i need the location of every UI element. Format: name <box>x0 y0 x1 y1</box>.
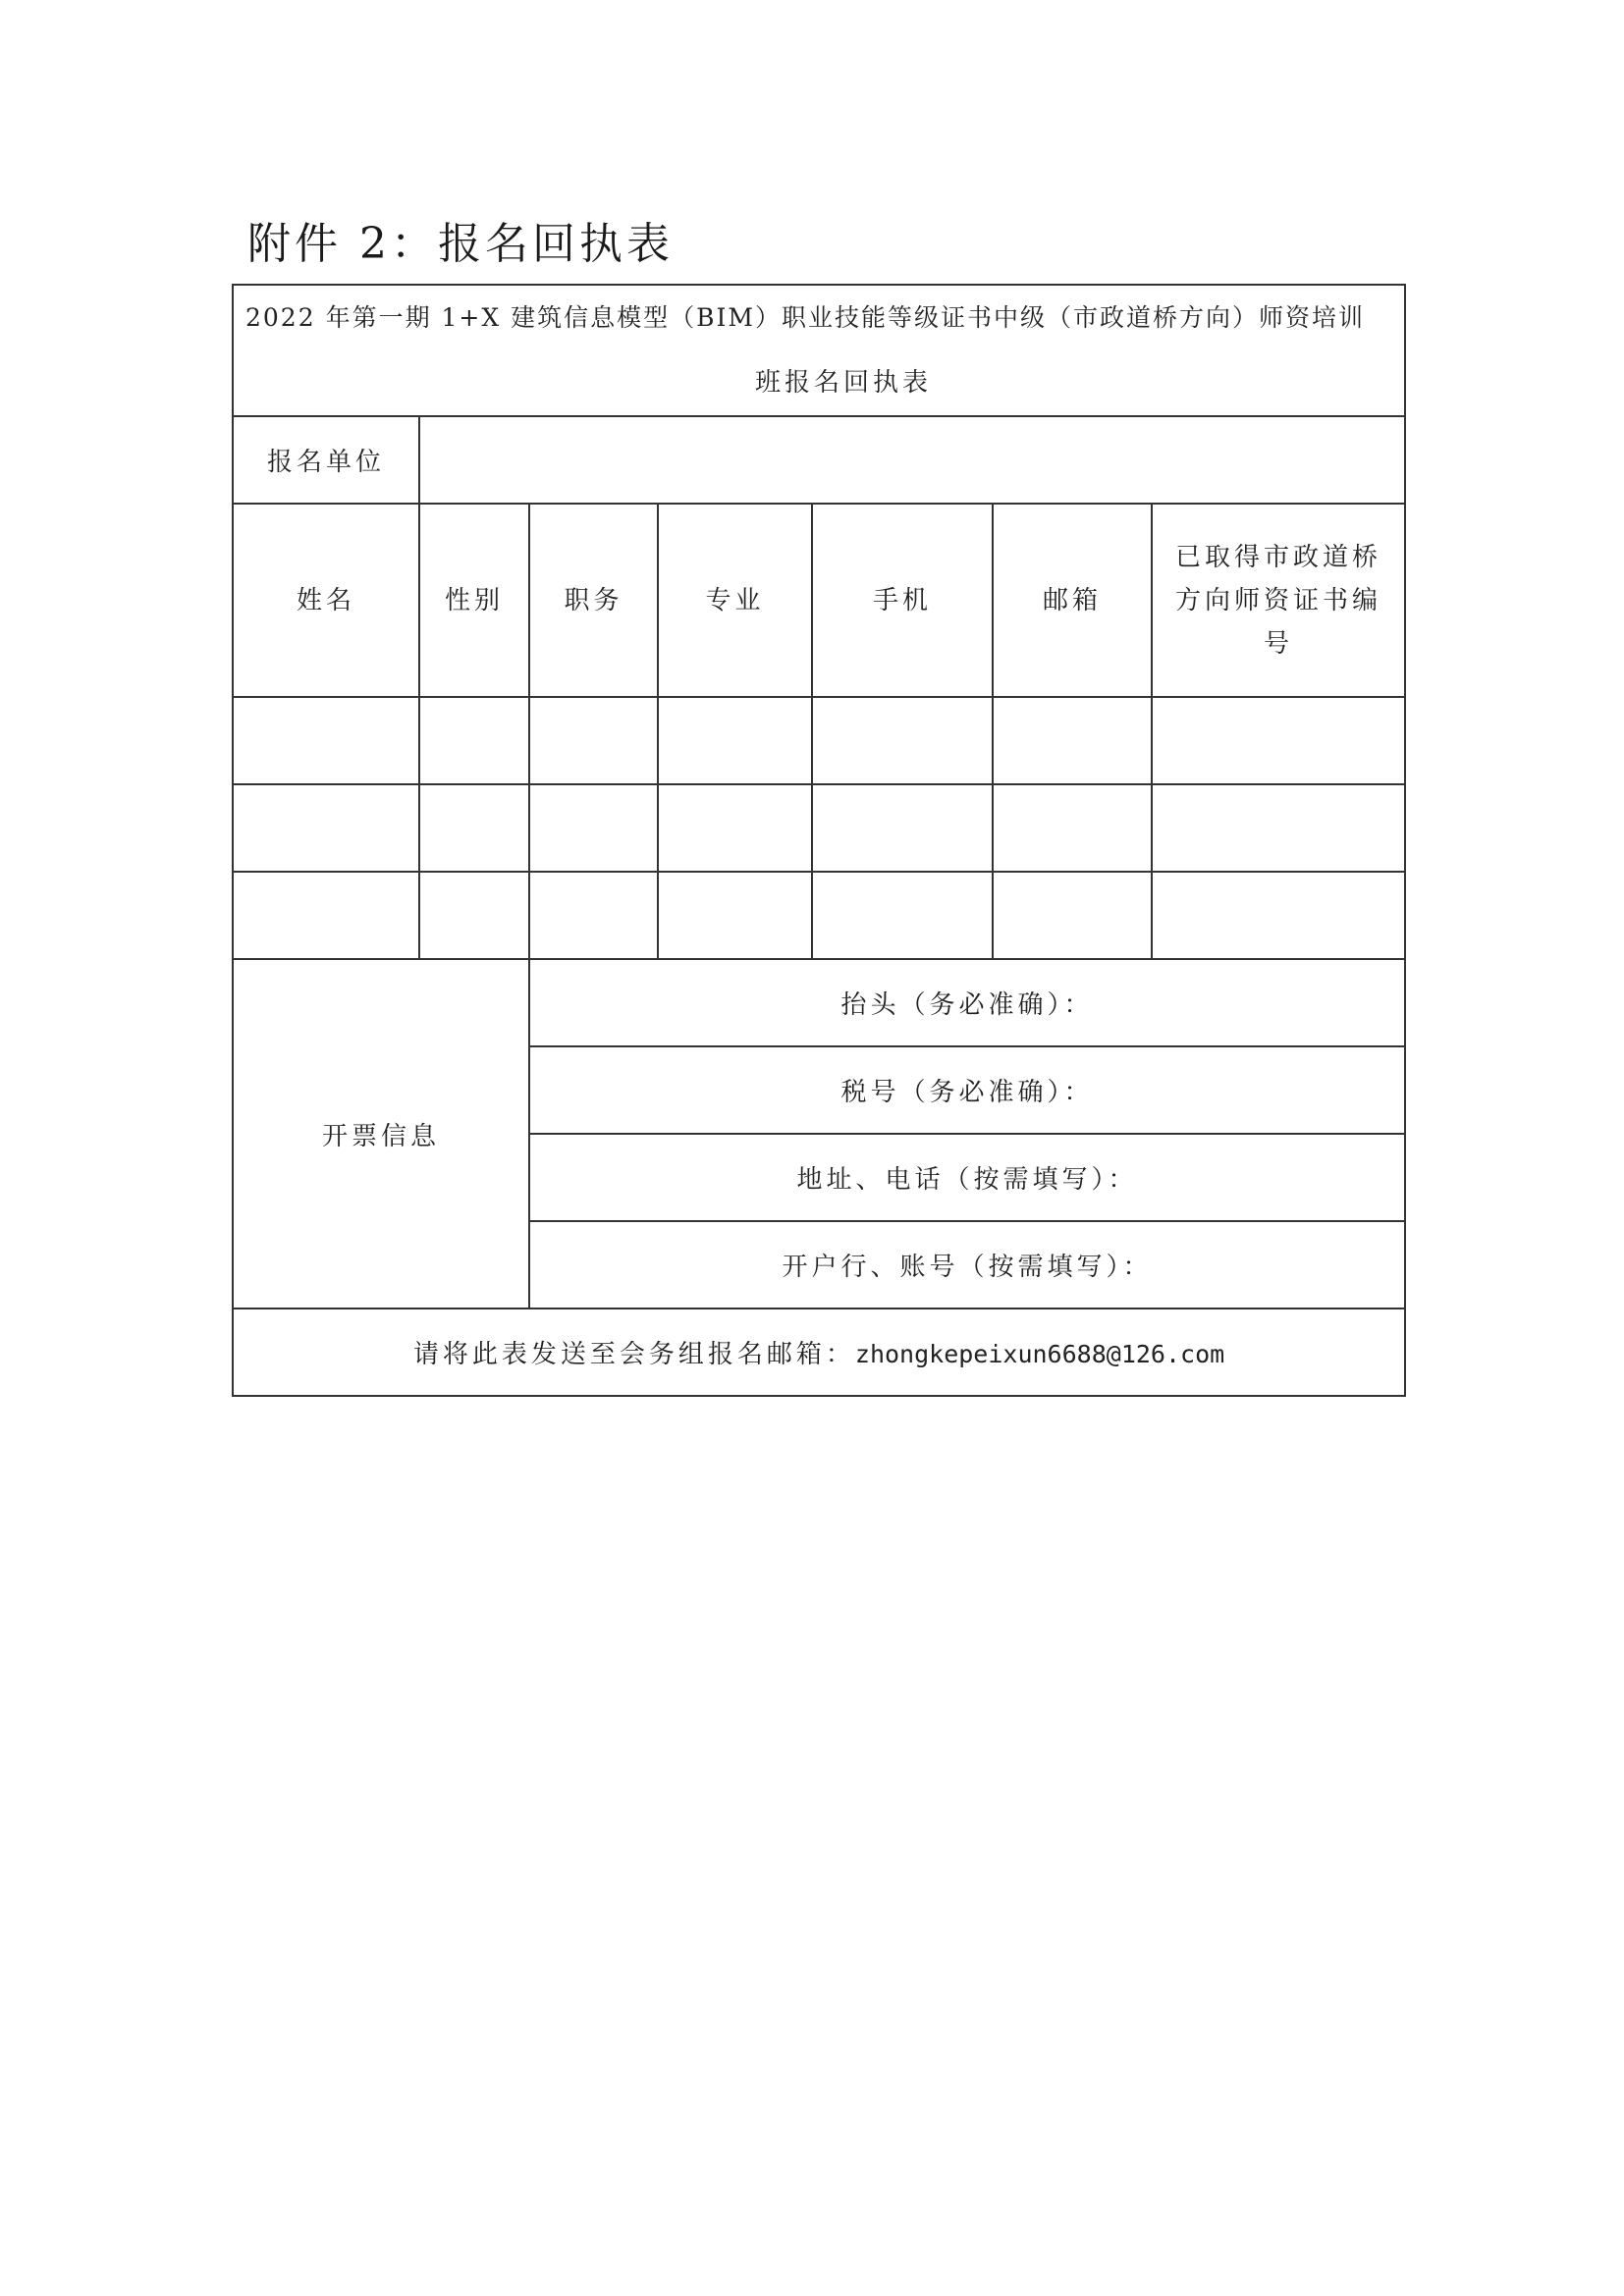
cell-major[interactable] <box>658 872 812 959</box>
cell-phone[interactable] <box>812 872 993 959</box>
unit-input[interactable] <box>419 416 1405 504</box>
cell-major[interactable] <box>658 697 812 784</box>
registration-form-table <box>232 284 1406 1397</box>
invoice-bank-account-field[interactable]: 开户行、账号（按需填写）： <box>529 1221 1405 1308</box>
cell-name[interactable] <box>233 697 419 784</box>
table-row <box>233 784 1405 872</box>
cell-email[interactable] <box>993 872 1152 959</box>
column-header-gender: 性别 <box>419 504 529 697</box>
column-header-major: 专业 <box>658 504 812 697</box>
form-title <box>233 285 1405 416</box>
column-header-certificate-number: 已取得市政道桥方向师资证书编号 <box>1152 504 1405 697</box>
table-row <box>233 697 1405 784</box>
cell-gender[interactable] <box>419 784 529 872</box>
cell-major[interactable] <box>658 784 812 872</box>
invoice-address-phone-field[interactable]: 地址、电话（按需填写）： <box>529 1134 1405 1221</box>
cell-phone[interactable] <box>812 784 993 872</box>
cell-gender[interactable] <box>419 872 529 959</box>
submission-note <box>233 1308 1405 1396</box>
cell-certificate-number[interactable] <box>1152 872 1405 959</box>
cell-certificate-number[interactable] <box>1152 697 1405 784</box>
form-title-line-2: 班报名回执表 <box>755 368 933 398</box>
unit-label: 报名单位 <box>233 416 419 504</box>
invoice-tax-number-field[interactable]: 税号（务必准确）： <box>529 1046 1405 1134</box>
attachment-title: 附件 2：报名回执表 <box>247 219 674 269</box>
cell-gender[interactable] <box>419 697 529 784</box>
cell-name[interactable] <box>233 784 419 872</box>
cell-position[interactable] <box>529 697 658 784</box>
cell-certificate-number[interactable] <box>1152 784 1405 872</box>
cell-email[interactable] <box>993 697 1152 784</box>
cell-name[interactable] <box>233 872 419 959</box>
invoice-title-field[interactable]: 抬头（务必准确）： <box>529 959 1405 1046</box>
cell-position[interactable] <box>529 872 658 959</box>
column-header-phone: 手机 <box>812 504 993 697</box>
registration-email-link[interactable]: zhongkepeixun6688@126.com <box>854 1340 1225 1368</box>
cell-email[interactable] <box>993 784 1152 872</box>
cell-position[interactable] <box>529 784 658 872</box>
submission-note-text: 请将此表发送至会务组报名邮箱： <box>412 1340 855 1369</box>
invoice-info-label: 开票信息 <box>233 959 529 1308</box>
form-title-line-1: 2022 年第一期 1+X 建筑信息模型（BIM）职业技能等级证书中级（市政道桥方向）师资培训 <box>245 303 1365 332</box>
column-header-email: 邮箱 <box>993 504 1152 697</box>
table-row <box>233 872 1405 959</box>
column-header-name: 姓名 <box>233 504 419 697</box>
cell-phone[interactable] <box>812 697 993 784</box>
column-header-position: 职务 <box>529 504 658 697</box>
